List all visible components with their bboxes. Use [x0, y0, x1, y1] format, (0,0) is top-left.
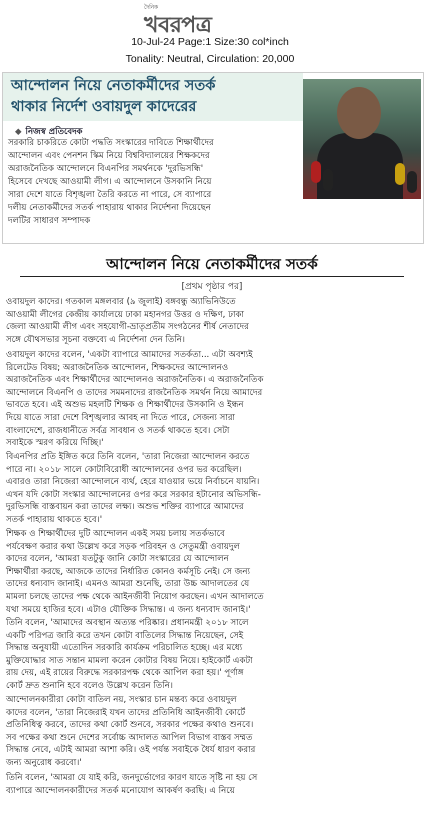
text-line: সিদ্ধান্ত নেবে, এটাই আমরা আশা করি। ওই পর্যন্ত সবাইকে ধৈর্য ধারণ করার: [6, 745, 256, 756]
front-headline: [11, 76, 301, 118]
text-line: কাদের বলেন, 'তারা নিজেরাই যখন তাদের প্রতিনিধি আইনজীবী কোর্টে: [6, 707, 246, 718]
text-line: পারে না। ২০১৮ সালে কোটাবিরোধী আন্দোলনের ওপর ভর করেছিল।: [6, 464, 242, 475]
front-page-clip: [2, 72, 424, 244]
microphone-icon: [323, 169, 333, 191]
text-line: সতর্ক পাহারায় থাকতে হবে।': [6, 514, 103, 525]
text-line: ওবায়দুল কাদের বলেন, 'একটা ব্যাপারে আমাদের সতর্কতা... এটা অবশ্যই: [6, 350, 253, 360]
article-paragraph: [6, 772, 414, 797]
headline-line: আন্দোলন নিয়ে নেতাকর্মীদের সতর্ক: [11, 78, 216, 94]
text-line: একটি পরিপত্র জারি করে তখন কোটা বাতিলের সিদ্ধান্ত নিয়েছেন, সেই: [6, 630, 244, 641]
lead-paragraph: [8, 137, 300, 228]
microphone-icon: [311, 161, 321, 183]
text-line: যথা সময়ে হাজির হবে। এটাও যৌক্তিক সিদ্ধান্ত। এ জন্য ধন্যবাদ জানাই।': [6, 604, 251, 615]
text-line: ওবায়দুল কাদের। গতকাল মঙ্গলবার (৯ জুলাই) বঙ্গবন্ধু অ্যাভিনিউতে: [6, 297, 236, 307]
text-line: বাংলাদেশে, রাজধানীতে সর্বত্র সাবধান ও সতর্ক থাকতে হবে। সেটা: [6, 425, 230, 436]
text-line: আওয়ামী লীগের কেন্দ্রীয় কার্যালয়ে ঢাকা মহানগর উত্তর ও দক্ষিণ, ঢাকা: [6, 309, 244, 320]
article-paragraph: [6, 528, 414, 616]
text-line: পর্যবেক্ষণ করার কথা উল্লেখ করে সড়ক পরিবহন ও সেতুমন্ত্রী ওবায়দুল: [6, 541, 240, 552]
diamond-icon: ◆: [15, 127, 22, 137]
text-line: জেলা আওয়ামী লীগ এবং সহযোগী-ভ্রাতৃপ্রতীম সংগঠনের শীর্ষ নেতাদের: [6, 322, 249, 333]
clip-meta-date-size: 10-Jul-24 Page:1 Size:30 col*inch: [131, 36, 289, 48]
text-line: দুরভিসন্ধি বাস্তবায়ন করা তাদের লক্ষ্য। অশুভ শক্তির ব্যাপারে আমাদের: [6, 502, 244, 513]
text-line: মুক্তিযোদ্ধার সাত সন্তান মামলা করেন কোটার বিষয় নিয়ে। হাইকোর্ট একটা: [6, 655, 253, 666]
text-line: সঙ্গে যৌথসভার সূচনা বক্তব্যে এ নির্দেশনা দেন তিনি।: [6, 334, 186, 345]
clip-meta-tonality: Tonality: Neutral, Circulation: 20,000: [125, 53, 295, 65]
continued-subtitle: [প্রথম পৃষ্ঠার পর]: [181, 282, 243, 292]
text-line: আন্দোলনে বিএনপি ও তাদের সমমনাদের রাজনৈতিক সমর্থন নিয়ে আমাদের: [6, 387, 263, 398]
text-line: সারা দেশে যাতে বিশৃঙ্খলা তৈরি করতে না পারে, সে ব্যাপারে: [8, 190, 212, 200]
masthead-tagline: দৈনিক: [144, 4, 158, 11]
text-line: এবারও তারা নিজেরা আন্দোলনে ব্যর্থ, হেরে যাওয়ার ভয়ে নির্বাচনে যায়নি।: [6, 477, 260, 488]
microphone-icon: [395, 163, 405, 185]
text-line: অরাজনৈতিক এবং শিক্ষার্থীদের আন্দোলনও অরাজনৈতিক। এ অরাজনৈতিক: [6, 375, 264, 386]
text-line: ভাবতে হবে। এই অশুভ মহলটি শিক্ষক ও শিক্ষার্থীদের উসকানি ও ইন্ধন: [6, 400, 244, 411]
continued-title: আন্দোলন নিয়ে নেতাকর্মীদের সতর্ক: [106, 255, 318, 273]
text-line: অরাজনৈতিক আন্দোলনে বিএনপির সমর্থনকে 'দুরভিসন্ধি': [8, 164, 204, 174]
text-line: জন্য অনুরোধ করবো।': [6, 757, 82, 768]
text-line: সবাইকে স্মরণ করিয়ে দিচ্ছি।': [6, 438, 104, 449]
text-line: রিলেটেড বিষয়; অরাজনৈতিক আন্দোলন, শিক্ষকদের আন্দোলনও: [6, 362, 229, 373]
text-line: তাদের ধন্যবাদ জানাই। এমনও আমরা শুনেছি, তারা উচ্চ আদালতের যে: [6, 579, 250, 590]
text-line: তিনি বলেন, 'আমাদের অবস্থান অত্যন্ত পরিষ্কার। প্রধানমন্ত্রী ২০১৮ সালে: [6, 618, 249, 628]
text-line: এখন যদি কোটা সংস্কার আন্দোলনের ওপর করে সরকার হটানোর অভিসন্ধি-: [6, 489, 261, 500]
newspaper-masthead: [140, 2, 255, 36]
text-line: রায় দেয়, এই রায়ের বিরুদ্ধে সরকারপক্ষ থেকে আপিল করা হয়।' পূর্ণাঙ্গ: [6, 668, 244, 679]
text-line: তিনি বলেন, 'আমরা যে যাই করি, জনদুর্ভোগের কারণ যাতে সৃষ্টি না হয় সে: [6, 773, 258, 783]
text-line: দলটির সাধারণ সম্পাদক: [8, 216, 91, 226]
article-paragraph: [6, 617, 414, 693]
text-line: দিয়ে যাতে সারা দেশে বিশৃঙ্খলার আবহ না দিতে পারে, সেজন্য সারা: [6, 412, 236, 423]
text-line: কাদের বলেন, 'আমরা যতটুকু জানি কোটা সংস্কারের যে আন্দোলন: [6, 554, 229, 565]
article-paragraph: [6, 694, 414, 770]
text-line: কোর্ট দ্রুত শুনানি হবে বলেও উল্লেখ করেন তিনি।: [6, 680, 173, 691]
text-line: মামলা চলছে তাদের পক্ষ থেকে আইনজীবী নিয়োগ করছেন। এখন আদালতে: [6, 591, 264, 602]
article-paragraph: [6, 349, 414, 450]
headline-line: থাকার নির্দেশ ওবায়দুল কাদেরের: [11, 99, 197, 115]
masthead-logo: খবরপত্র: [144, 12, 212, 38]
text-line: আন্দোলনকারীরা কোটা বাতিল নয়, সংস্কার চান মন্তব্য করে ওবায়দুল: [6, 695, 237, 705]
text-line: সরকারি চাকরিতে কোটা পদ্ধতি সংস্কারের দাবিতে শিক্ষার্থীদের: [8, 138, 214, 148]
continued-article-clip: [2, 252, 422, 830]
text-line: প্রতিনিধিত্ব করবে, তাদের কথা কোর্ট শুনবে, সরকার পক্ষের কথাও শুনবে।: [6, 720, 254, 731]
text-line: বিএনপির প্রতি ইঙ্গিত করে তিনি বলেন, 'তারা নিজেরা আন্দোলন করতে: [6, 452, 250, 462]
text-line: ব্যাপারে আন্দোলনকারীদের সতর্ক মনোযোগ আকর্ষণ করছি। এ নিয়ে: [6, 785, 235, 796]
title-rule: [20, 276, 404, 277]
text-line: হিসেবে দেখছে আওয়ামী লীগ। এ আন্দোলনে উসকানি নিয়ে: [8, 177, 212, 187]
text-line: সব পক্ষের কথা শুনে দেশের সর্বোচ্চ আদালত আপিল বিভাগ বাস্তব সম্মত: [6, 732, 253, 743]
article-paragraph: [6, 296, 414, 346]
photo-figure-head: [337, 87, 381, 139]
microphone-icon: [407, 171, 417, 193]
text-line: শিক্ষার্থীরা করছে, আজকে তাদের নির্ধারিত কোনও কর্মসূচি নেই। সে জন্য: [6, 566, 250, 577]
text-line: দলীয় নেতাকর্মীদের সতর্ক পাহারায় থাকার নির্দেশনা দিয়েছেন: [8, 203, 211, 213]
speaker-photo: [303, 79, 421, 199]
byline-text: নিজস্ব প্রতিবেদক: [25, 127, 83, 137]
text-line: আন্দোলন এবং পেনশন স্কিম নিয়ে বিশ্ববিদ্যালয়ের শিক্ষকদের: [8, 151, 210, 161]
text-line: শিক্ষক ও শিক্ষার্থীদের দুটি আন্দোলন একই সময় চলায় সতর্কভাবে: [6, 529, 225, 539]
text-line: সিদ্ধান্ত অনুযায়ী এতোদিন সরকারি কার্যক্রম পরিচালিত হচ্ছে। এর মধ্যে: [6, 643, 243, 654]
article-paragraph: [6, 451, 414, 527]
